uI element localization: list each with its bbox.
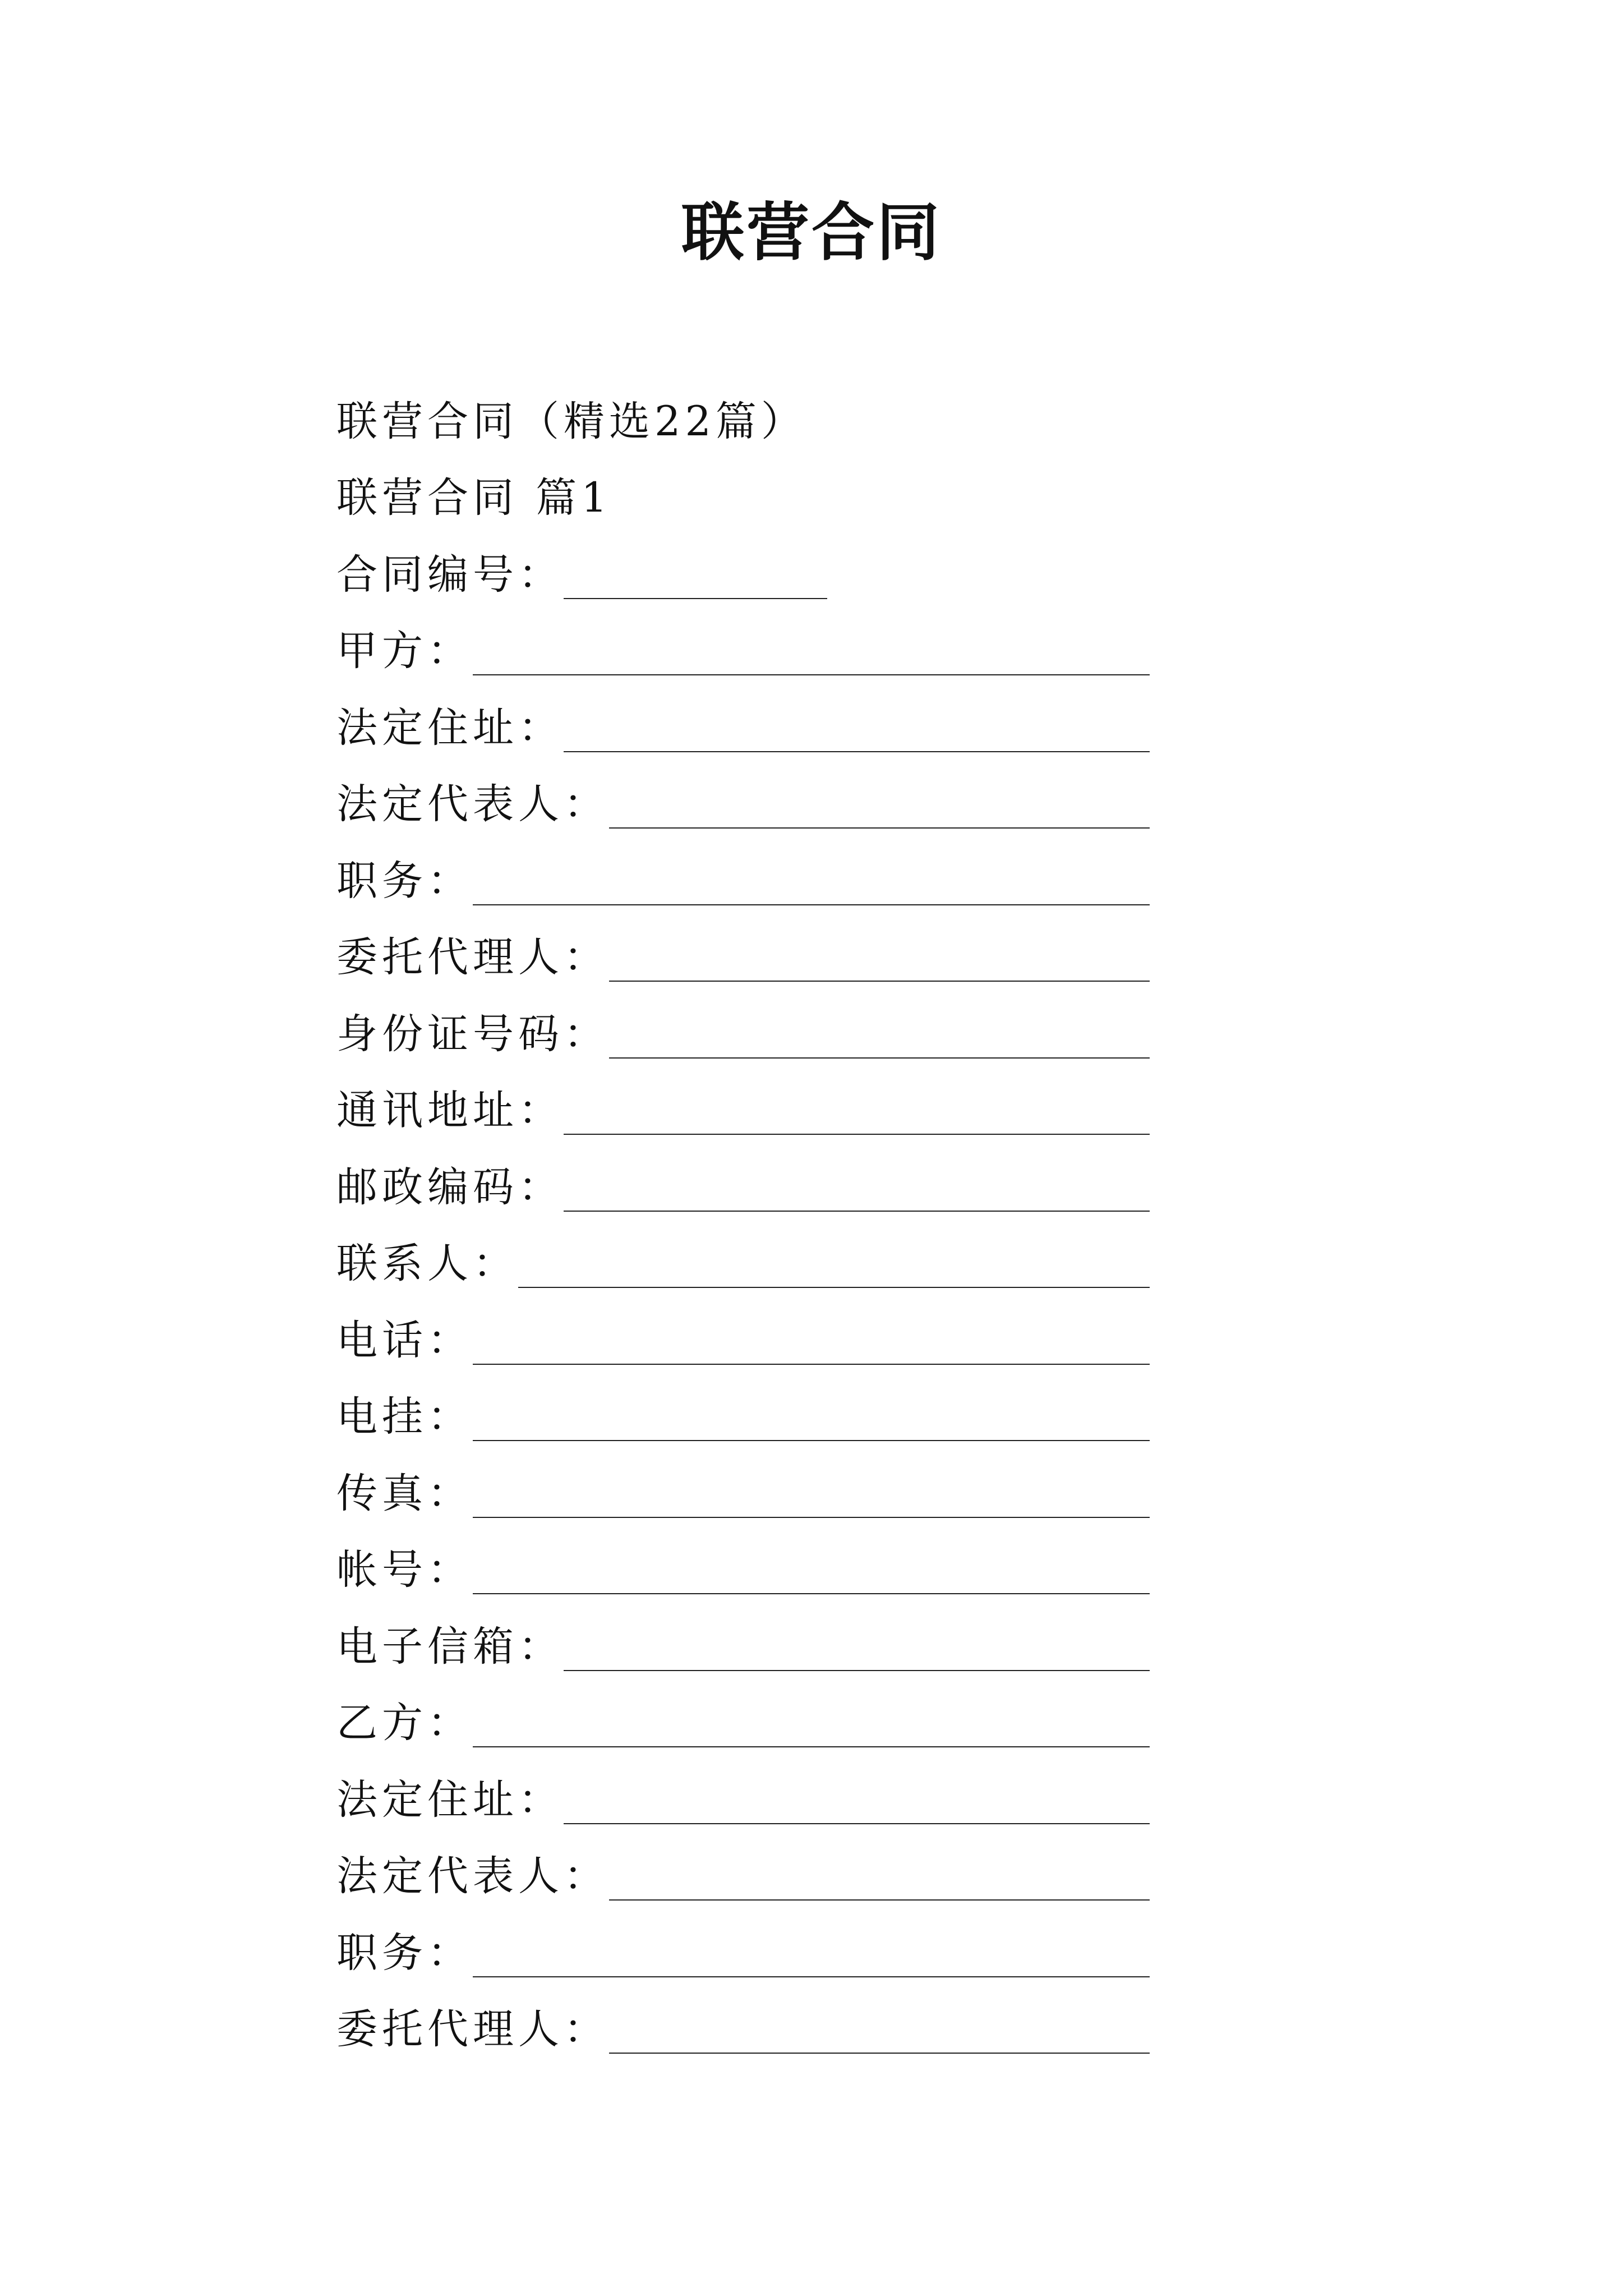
field-label: 联系人： (336, 1240, 518, 1287)
fill-in-blank (609, 826, 1150, 829)
section-heading-text: 联营合同 篇1 (336, 474, 612, 522)
field-label: 法定代表人： (336, 780, 609, 828)
field-label: 法定代表人： (336, 1852, 609, 1900)
field-label: 法定住址： (336, 703, 564, 752)
field-label: 电话： (336, 1316, 473, 1364)
party-a-mailing-address-field (336, 1064, 1150, 1141)
field-label: 委托代理人： (336, 933, 609, 981)
party-a-agent-field (336, 911, 1150, 988)
field-label: 甲方： (336, 627, 473, 675)
party-b-agent-field (336, 1983, 1150, 2060)
fill-in-blank (473, 673, 1150, 675)
field-label: 法定住址： (336, 1775, 564, 1824)
party-a-contact-field (336, 1217, 1150, 1294)
party-a-postal-code-field (336, 1140, 1150, 1217)
field-label: 电子信箱： (336, 1622, 564, 1671)
party-a-position-field (336, 834, 1150, 911)
fill-in-blank (473, 1975, 1150, 1977)
fill-in-blank (564, 1209, 1150, 1212)
party-a-address-field (336, 681, 1150, 758)
fill-in-blank (609, 1898, 1150, 1901)
party-a-telegraph-field (336, 1370, 1150, 1447)
party-b-field (336, 1677, 1150, 1754)
fill-in-blank (473, 1439, 1150, 1441)
field-label: 帐号： (336, 1546, 473, 1594)
field-label: 乙方： (336, 1699, 473, 1747)
party-b-position-field (336, 1906, 1150, 1983)
field-label: 身份证号码： (336, 1010, 609, 1058)
fill-in-blank (473, 1745, 1150, 1747)
party-a-phone-field (336, 1294, 1150, 1370)
party-a-email-field (336, 1600, 1150, 1677)
party-a-field (336, 605, 1150, 682)
field-label: 合同编号： (336, 550, 564, 599)
field-label: 邮政编码： (336, 1163, 564, 1211)
fill-in-blank (473, 903, 1150, 905)
field-label: 职务： (336, 1929, 473, 1977)
fill-in-blank (564, 597, 827, 599)
fill-in-blank (564, 1133, 1150, 1135)
intro-text: 联营合同（精选22篇） (336, 397, 806, 445)
party-b-address-field (336, 1753, 1150, 1830)
document-title: 联营合同 (681, 196, 942, 269)
party-a-account-field (336, 1524, 1150, 1600)
section-heading (336, 452, 1150, 528)
field-label: 委托代理人： (336, 2005, 609, 2053)
fill-in-blank (473, 1592, 1150, 1594)
fill-in-blank (518, 1286, 1150, 1288)
fill-in-blank (473, 1363, 1150, 1365)
field-label: 传真： (336, 1469, 473, 1517)
fill-in-blank (473, 1516, 1150, 1518)
party-a-legal-rep-field (336, 758, 1150, 835)
field-label: 职务： (336, 857, 473, 905)
field-label: 通讯地址： (336, 1087, 564, 1134)
fill-in-blank (564, 1669, 1150, 1671)
fill-in-blank (609, 979, 1150, 982)
party-b-legal-rep-field (336, 1830, 1150, 1907)
party-a-id-number-field (336, 987, 1150, 1064)
party-a-fax-field (336, 1447, 1150, 1524)
fill-in-blank (564, 1822, 1150, 1824)
fill-in-blank (609, 1056, 1150, 1059)
intro-line (336, 375, 1150, 452)
contract-number-field (336, 528, 1150, 605)
fill-in-blank (609, 2051, 1150, 2054)
fill-in-blank (564, 750, 1150, 752)
field-label: 电挂： (336, 1393, 473, 1441)
document-body (336, 375, 1150, 2059)
